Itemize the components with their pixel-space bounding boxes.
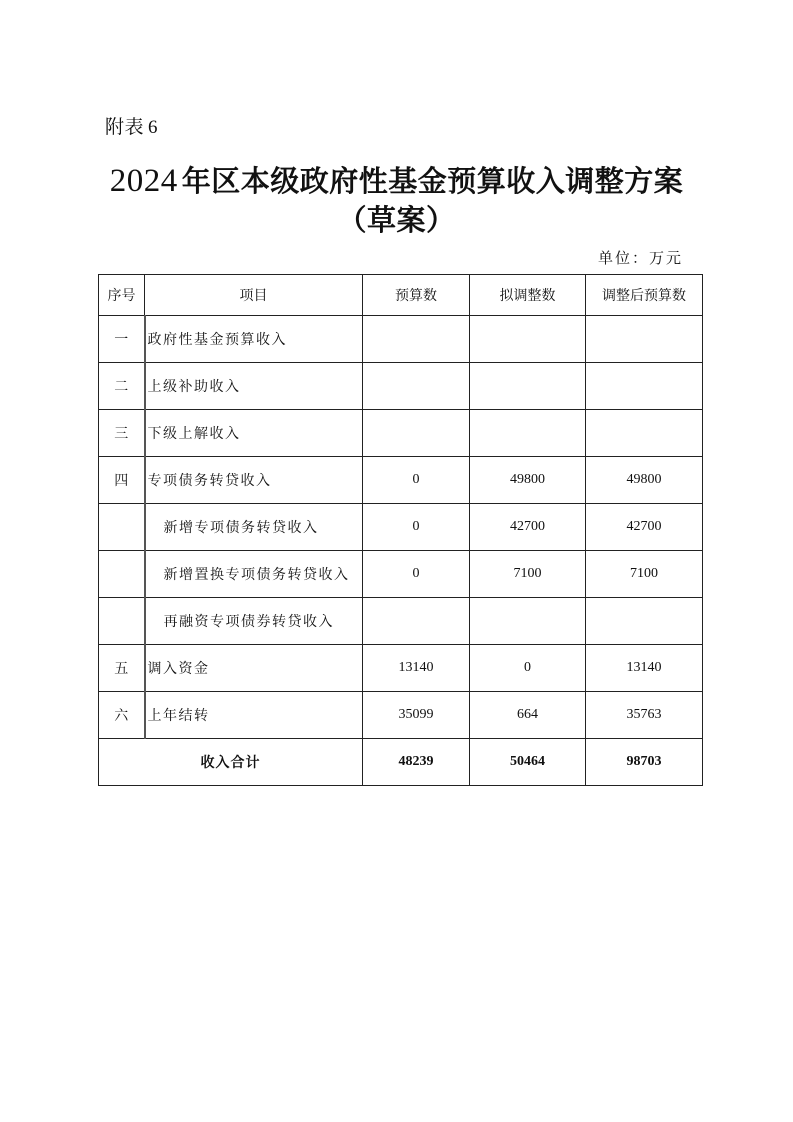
row-adjustment [470, 363, 586, 410]
row-adjusted-budget [586, 363, 703, 410]
row-item: 调入资金 [145, 645, 363, 692]
row-adjusted-budget [586, 410, 703, 457]
table-row [99, 410, 703, 457]
row-item: 新增置换专项债务转贷收入 [145, 551, 363, 598]
page-title [0, 163, 793, 199]
row-adjustment [470, 316, 586, 363]
total-adjustment: 50464 [470, 739, 586, 786]
row-budget [363, 316, 470, 363]
row-adjustment [470, 410, 586, 457]
row-adjustment [470, 598, 586, 645]
row-seq [99, 551, 145, 598]
row-adjustment: 664 [470, 692, 586, 739]
row-item: 政府性基金预算收入 [145, 316, 363, 363]
total-label: 收入合计 [99, 739, 363, 786]
row-seq [99, 504, 145, 551]
row-adjusted-budget: 49800 [586, 457, 703, 504]
column-header-seq: 序号 [99, 275, 145, 316]
row-budget: 13140 [363, 645, 470, 692]
row-adjusted-budget: 42700 [586, 504, 703, 551]
row-adjusted-budget: 7100 [586, 551, 703, 598]
appendix-number: 6 [148, 117, 159, 138]
row-seq: 一 [99, 316, 145, 363]
row-item: 下级上解收入 [145, 410, 363, 457]
unit-label: 单位：万元 [597, 249, 683, 267]
row-budget: 35099 [363, 692, 470, 739]
table-header-row [99, 275, 703, 316]
row-seq [99, 598, 145, 645]
table-row [99, 692, 703, 739]
title-year: 2024 [109, 163, 178, 199]
row-item: 上级补助收入 [145, 363, 363, 410]
table-row [99, 363, 703, 410]
row-item: 专项债务转贷收入 [145, 457, 363, 504]
row-adjustment: 42700 [470, 504, 586, 551]
row-adjusted-budget [586, 598, 703, 645]
row-budget [363, 410, 470, 457]
row-item: 新增专项债务转贷收入 [145, 504, 363, 551]
title-main: 年区本级政府性基金预算收入调整方案 [181, 164, 684, 198]
row-seq: 二 [99, 363, 145, 410]
row-seq: 四 [99, 457, 145, 504]
row-budget: 0 [363, 504, 470, 551]
row-budget: 0 [363, 551, 470, 598]
table-row-sub [99, 598, 703, 645]
row-adjusted-budget: 13140 [586, 645, 703, 692]
column-header-adjustment: 拟调整数 [470, 275, 586, 316]
row-budget [363, 598, 470, 645]
row-adjustment: 0 [470, 645, 586, 692]
column-header-item: 项目 [145, 275, 363, 316]
row-adjusted-budget [586, 316, 703, 363]
budget-table [98, 274, 703, 786]
row-adjustment: 49800 [470, 457, 586, 504]
row-seq: 三 [99, 410, 145, 457]
row-budget [363, 363, 470, 410]
row-item: 上年结转 [145, 692, 363, 739]
row-item: 再融资专项债券转贷收入 [145, 598, 363, 645]
table-total-row [99, 739, 703, 786]
table-row [99, 645, 703, 692]
total-adjusted-budget: 98703 [586, 739, 703, 786]
appendix-label-text: 附表 [105, 116, 145, 138]
total-budget: 48239 [363, 739, 470, 786]
row-adjustment: 7100 [470, 551, 586, 598]
appendix-label [105, 115, 158, 140]
column-header-budget: 预算数 [363, 275, 470, 316]
table-row-sub [99, 504, 703, 551]
page-subtitle: （草案） [337, 203, 456, 237]
row-seq: 六 [99, 692, 145, 739]
row-adjusted-budget: 35763 [586, 692, 703, 739]
column-header-adjusted-budget: 调整后预算数 [586, 275, 703, 316]
row-budget: 0 [363, 457, 470, 504]
table-row [99, 316, 703, 363]
table-row-sub [99, 551, 703, 598]
row-seq: 五 [99, 645, 145, 692]
table-row [99, 457, 703, 504]
